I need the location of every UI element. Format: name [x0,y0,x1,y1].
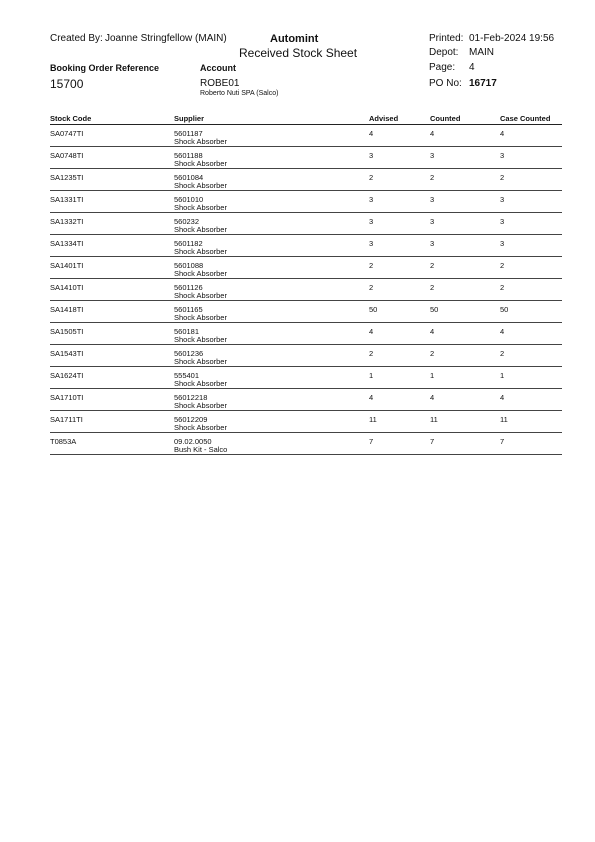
col-counted: Counted [430,114,461,123]
account-name: Roberto Nuti SPA (Salco) [200,90,279,97]
table-row [50,213,562,235]
stock-code-cell: T0853A [50,437,77,446]
supplier-desc-cell: Shock Absorber [174,423,227,432]
counted-cell: 3 [430,217,435,226]
case-counted-cell: 2 [500,283,505,292]
supplier-code-cell: 5601010 [174,195,204,204]
stock-code-cell: SA1505TI [50,327,84,336]
case-counted-cell: 3 [500,195,505,204]
created-by-value: Joanne Stringfellow (MAIN) [105,33,227,44]
case-counted-cell: 2 [500,261,505,270]
advised-cell: 2 [369,283,374,292]
stock-code-cell: SA1711TI [50,415,83,424]
stock-code-cell: SA1331TI [50,195,84,204]
stock-table [50,114,562,455]
stock-code-cell: SA1418TI [50,305,84,314]
counted-cell: 11 [430,415,438,424]
table-row [50,279,562,301]
stock-code-cell: SA1235TI [50,173,84,182]
table-row [50,257,562,279]
advised-cell: 3 [369,239,374,248]
table-row [50,367,562,389]
col-advised: Advised [369,114,399,123]
supplier-code-cell: 560232 [174,217,200,226]
advised-cell: 2 [369,173,374,182]
counted-cell: 4 [430,129,435,138]
created-by-label: Created By: [50,33,103,44]
stock-code-cell: SA1334TI [50,239,84,248]
supplier-code-cell: 5601126 [174,283,203,292]
advised-cell: 2 [369,349,374,358]
case-counted-cell: 50 [500,305,509,314]
table-row [50,389,562,411]
supplier-code-cell: 555401 [174,371,200,380]
advised-cell: 4 [369,327,374,336]
case-counted-cell: 7 [500,437,505,446]
col-supplier: Supplier [174,114,205,123]
table-row [50,301,562,323]
table-row [50,235,562,257]
supplier-code-cell: 5601187 [174,129,203,138]
booking-ref-label: Booking Order Reference [50,63,160,73]
page-number: 4 [469,62,475,73]
supplier-desc-cell: Shock Absorber [174,181,227,190]
company-name: Automint [270,33,319,45]
printed-value: 01-Feb-2024 19:56 [469,33,555,44]
supplier-code-cell: 5601188 [174,151,203,160]
case-counted-cell: 4 [500,129,505,138]
supplier-code-cell: 560181 [174,327,200,336]
supplier-desc-cell: Shock Absorber [174,335,227,344]
supplier-desc-cell: Shock Absorber [174,313,227,322]
counted-cell: 4 [430,393,435,402]
counted-cell: 2 [430,173,435,182]
stock-code-cell: SA0748TI [50,151,84,160]
table-row [50,147,562,169]
table-body [50,125,562,455]
counted-cell: 50 [430,305,439,314]
advised-cell: 4 [369,129,374,138]
stock-code-cell: SA1332TI [50,217,84,226]
advised-cell: 7 [369,437,374,446]
stock-code-cell: SA1543TI [50,349,84,358]
stock-code-cell: SA1410TI [50,283,84,292]
advised-cell: 4 [369,393,374,402]
stock-code-cell: SA0747TI [50,129,84,138]
case-counted-cell: 11 [500,415,508,424]
case-counted-cell: 4 [500,393,505,402]
advised-cell: 3 [369,217,374,226]
stock-code-cell: SA1624TI [50,371,84,380]
table-row [50,345,562,367]
advised-cell: 3 [369,195,374,204]
case-counted-cell: 3 [500,151,505,160]
counted-cell: 2 [430,349,435,358]
supplier-code-cell: 09.02.0050 [174,437,212,446]
supplier-desc-cell: Shock Absorber [174,159,227,168]
case-counted-cell: 2 [500,173,505,182]
counted-cell: 4 [430,327,435,336]
supplier-desc-cell: Shock Absorber [174,137,227,146]
supplier-desc-cell: Shock Absorber [174,401,227,410]
booking-ref-value: 15700 [50,77,84,91]
table-row [50,433,562,455]
table-row [50,411,562,433]
case-counted-cell: 2 [500,349,505,358]
counted-cell: 3 [430,195,435,204]
supplier-code-cell: 5601165 [174,305,203,314]
page-label: Page: [429,62,456,73]
supplier-code-cell: 5601236 [174,349,204,358]
supplier-code-cell: 5601182 [174,239,203,248]
table-row [50,125,562,147]
supplier-code-cell: 56012209 [174,415,208,424]
supplier-desc-cell: Shock Absorber [174,291,227,300]
account-code: ROBE01 [200,78,240,89]
supplier-code-cell: 5601088 [174,261,204,270]
supplier-desc-cell: Shock Absorber [174,203,227,212]
supplier-desc-cell: Shock Absorber [174,269,227,278]
printed-label: Printed: [429,33,464,44]
supplier-code-cell: 5601084 [174,173,204,182]
supplier-desc-cell: Bush Kit - Salco [174,445,228,454]
table-header [50,114,562,125]
counted-cell: 1 [430,371,435,380]
page-title: Received Stock Sheet [239,46,358,60]
case-counted-cell: 1 [500,371,505,380]
stock-code-cell: SA1401TI [50,261,84,270]
depot-label: Depot: [429,47,459,58]
supplier-desc-cell: Shock Absorber [174,247,227,256]
counted-cell: 7 [430,437,435,446]
po-number: 16717 [469,78,497,89]
stock-code-cell: SA1710TI [50,393,84,402]
supplier-desc-cell: Shock Absorber [174,379,227,388]
case-counted-cell: 3 [500,217,505,226]
supplier-desc-cell: Shock Absorber [174,357,227,366]
account-label: Account [200,63,236,73]
advised-cell: 1 [369,371,374,380]
counted-cell: 3 [430,239,435,248]
case-counted-cell: 3 [500,239,505,248]
counted-cell: 3 [430,151,435,160]
col-case-counted: Case Counted [500,114,551,123]
table-row [50,191,562,213]
table-row [50,169,562,191]
advised-cell: 2 [369,261,374,270]
counted-cell: 2 [430,283,435,292]
supplier-code-cell: 56012218 [174,393,208,402]
case-counted-cell: 4 [500,327,505,336]
advised-cell: 50 [369,305,378,314]
advised-cell: 3 [369,151,374,160]
depot-value: MAIN [469,47,494,58]
supplier-desc-cell: Shock Absorber [174,225,227,234]
advised-cell: 11 [369,415,377,424]
counted-cell: 2 [430,261,435,270]
table-row [50,323,562,345]
po-label: PO No: [429,78,462,89]
col-stock-code: Stock Code [50,114,92,123]
